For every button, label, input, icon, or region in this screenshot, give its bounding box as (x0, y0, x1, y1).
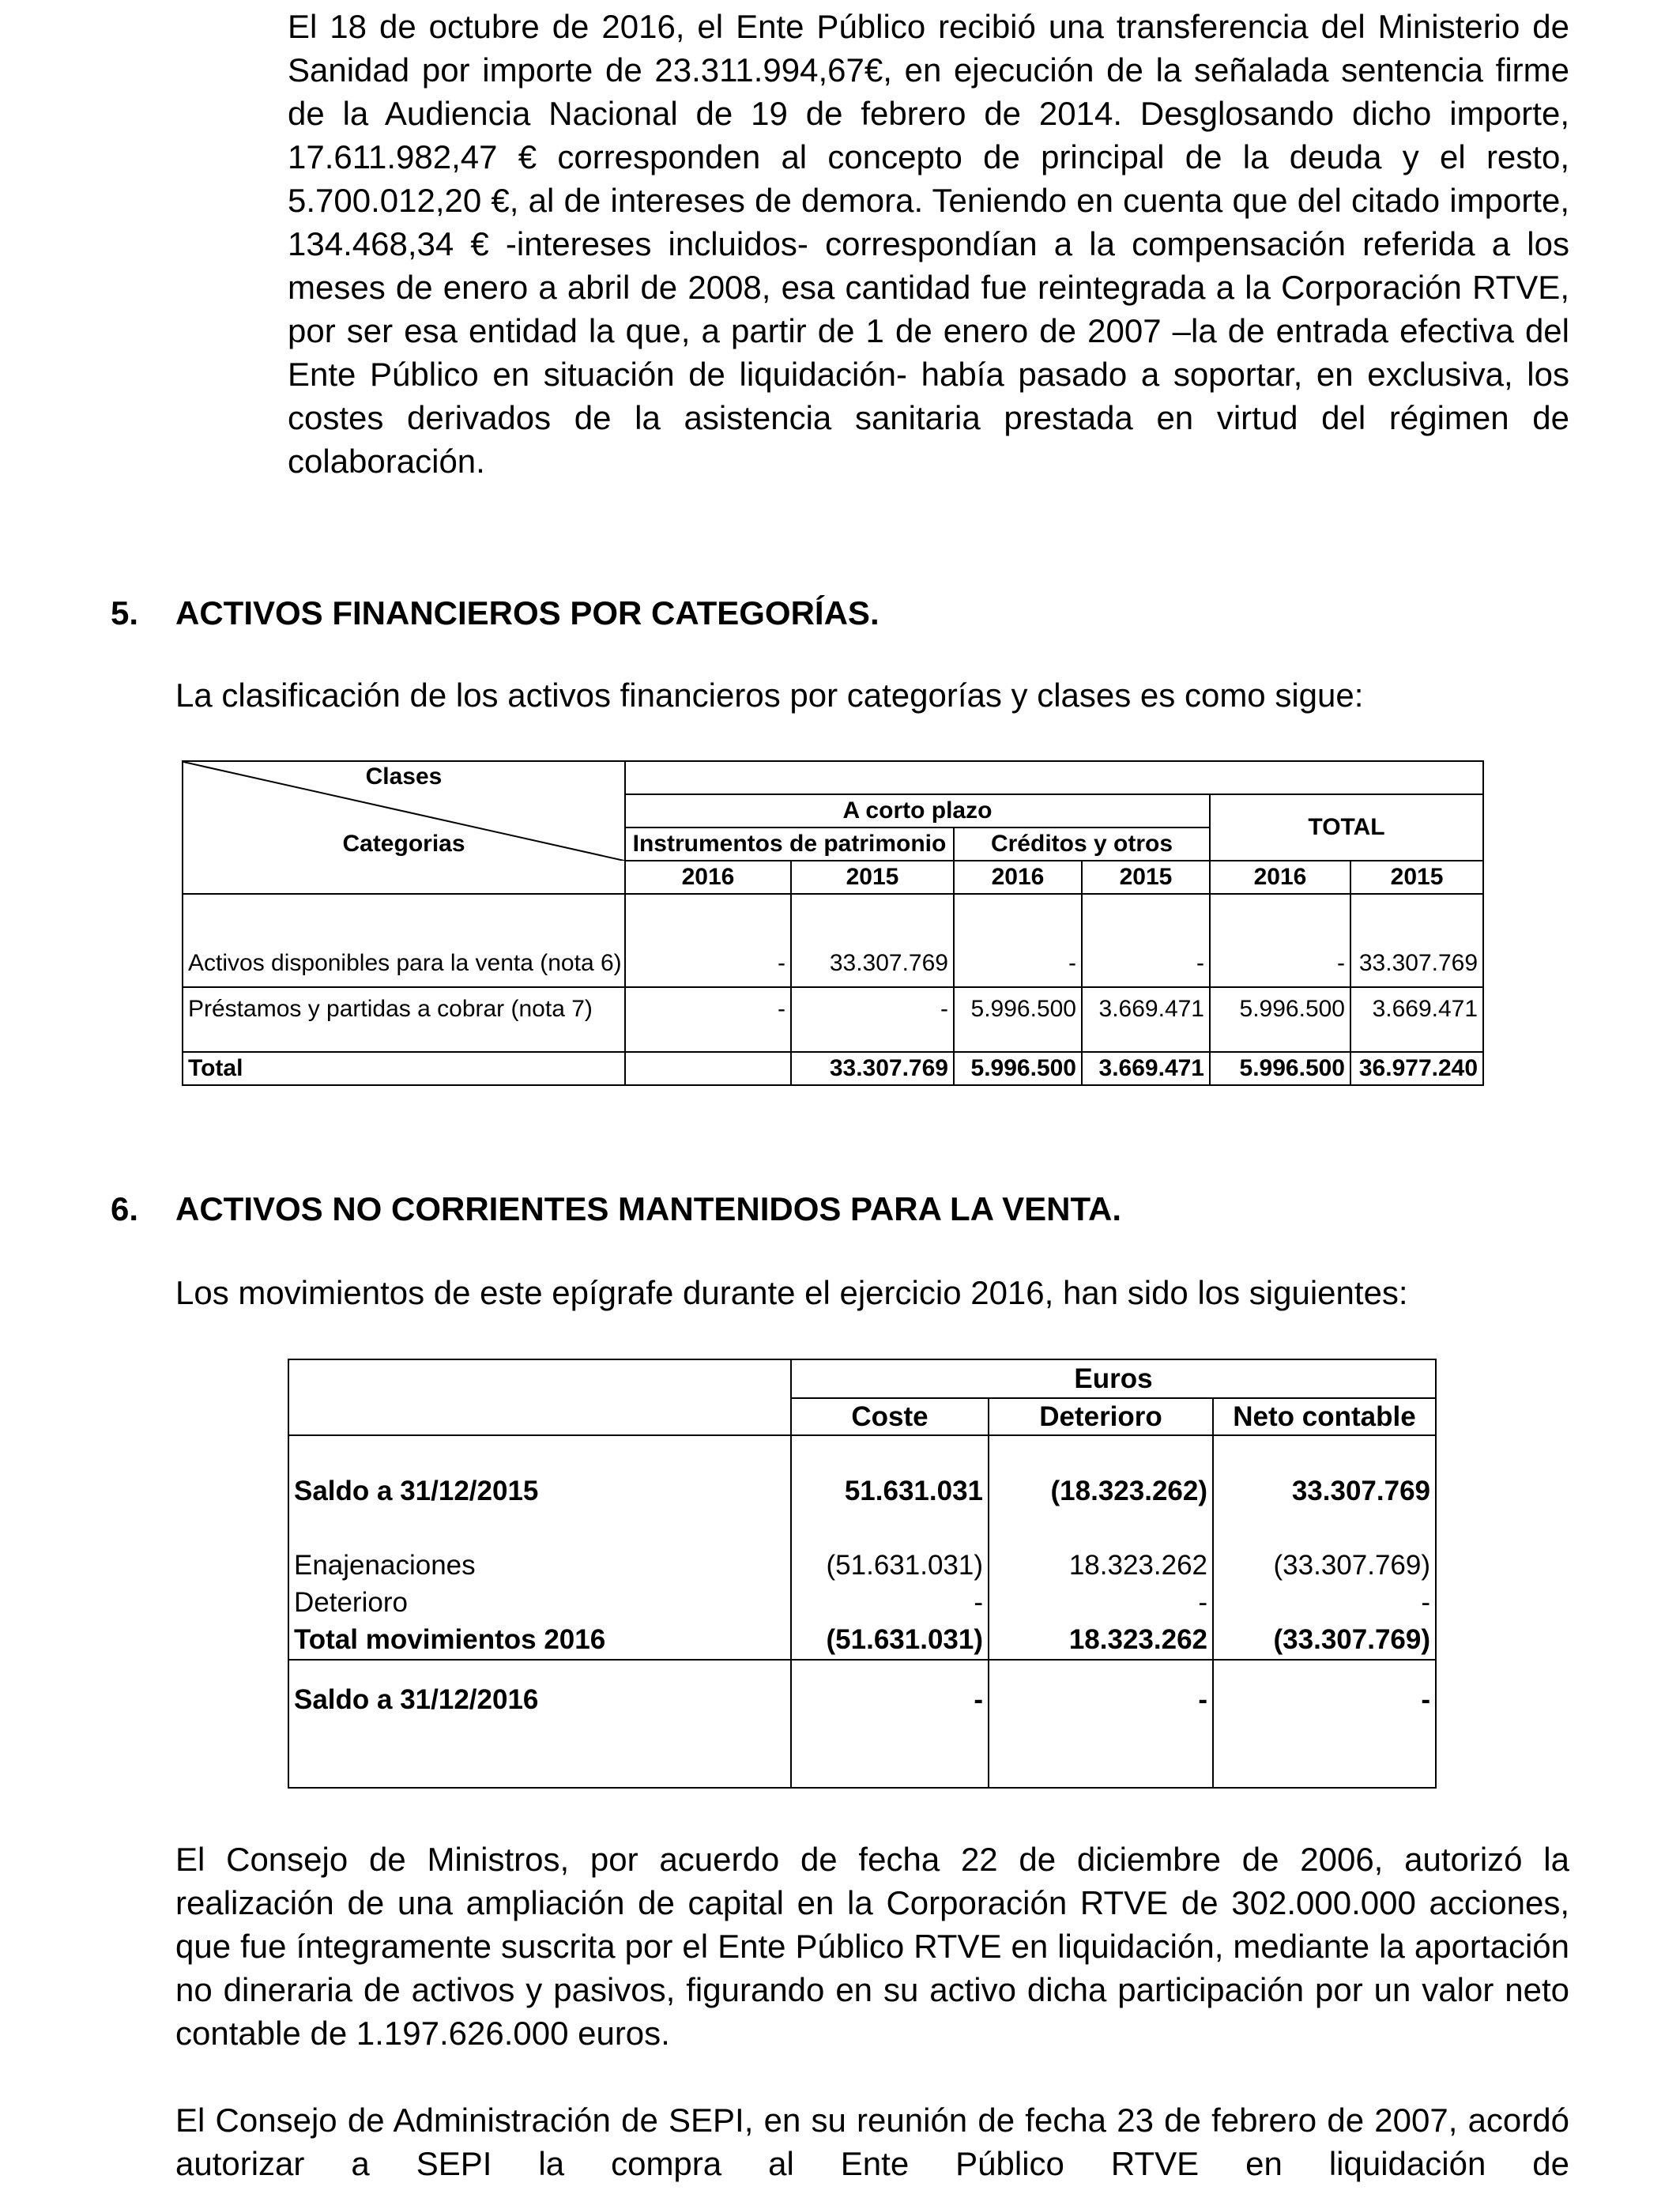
row-value: - (1213, 1585, 1436, 1621)
year-header: 2016 (625, 861, 791, 894)
total-value (625, 1052, 791, 1085)
row-value: 33.307.769 (791, 894, 954, 987)
table-row (183, 987, 1483, 1052)
year-header: 2016 (954, 861, 1082, 894)
row-value: - (954, 894, 1082, 987)
table-row (288, 1547, 1436, 1585)
year-header: 2015 (791, 861, 954, 894)
row-value: (51.631.031) (791, 1621, 989, 1660)
total-value: 3.669.471 (1082, 1052, 1210, 1085)
row-value: (33.307.769) (1213, 1547, 1436, 1585)
total-value: 36.977.240 (1350, 1052, 1483, 1085)
row-value: - (791, 1660, 989, 1788)
row-label: Total movimientos 2016 (288, 1621, 791, 1660)
corner-top-label: Clases (365, 763, 443, 790)
corner-bottom-label: Categorias (342, 831, 465, 857)
row-value: - (1210, 894, 1350, 987)
row-value: (33.307.769) (1213, 1621, 1436, 1660)
row-value: 3.669.471 (1082, 987, 1210, 1052)
row-value: - (625, 894, 791, 987)
section-5-title: ACTIVOS FINANCIEROS POR CATEGORÍAS. (175, 594, 880, 631)
year-header: 2015 (1082, 861, 1210, 894)
row-value: 33.307.769 (1213, 1435, 1436, 1547)
row-label: Enajenaciones (288, 1547, 791, 1585)
table-row (288, 1435, 1436, 1547)
row-value: 5.996.500 (1210, 987, 1350, 1052)
row-label: Saldo a 31/12/2016 (288, 1660, 791, 1788)
non-current-assets-table (288, 1359, 1437, 1789)
header-spacer (625, 761, 1483, 794)
row-value: - (989, 1660, 1213, 1788)
header-credits: Créditos y otros (954, 827, 1210, 861)
paragraph-consejo-ministros: El Consejo de Ministros, por acuerdo de fecha 22 de diciembre de 2006, autorizó la realización de una ampliación de capital en la Corporación RTVE de 302.000.000 acciones, que fue íntegramente suscrita por el Ente Público RTVE en liquidación, mediante la aportación no dineraria de activos y pasivos, figurando en su activo dicha participación por un valor neto contable de 1.197.626.000 euros. (175, 1841, 1569, 2052)
row-label: Deterioro (288, 1585, 791, 1621)
row-label: Saldo a 31/12/2015 (288, 1435, 791, 1547)
row-value: 5.996.500 (954, 987, 1082, 1052)
table-row (288, 1621, 1436, 1660)
section-5-number: 5. (111, 594, 139, 631)
header-neto: Neto contable (1213, 1398, 1436, 1435)
row-value: - (1082, 894, 1210, 987)
row-value: 51.631.031 (791, 1435, 989, 1547)
row-value: - (625, 987, 791, 1052)
paragraph-sentencia: El 18 de octubre de 2016, el Ente Público recibió una transferencia del Ministerio de Sanidad por importe de 23.311.994,67€, en ejecución de la señalada sentencia firme de la Audiencia Nacional de 19 de febrero de 2014. Desglosando dicho importe, 17.611.982,47 € corresponden al concepto de principal de la deuda y el resto, 5.700.012,20 €, al de intereses de demora. Teniendo en cuenta que del citado importe, 134.468,34 € -intereses incluidos- correspondían a la compensación referida a los meses de enero a abril de 2008, esa cantidad fue reintegrada a la Corporación RTVE, por ser esa entidad la que, a partir de 1 de enero de 2007 –la de entrada efectiva del Ente Público en situación de liquidación- había pasado a soportar, en exclusiva, los costes derivados de la asistencia sanitaria prestada en virtud del régimen de colaboración. (288, 8, 1569, 480)
row-value: (51.631.031) (791, 1547, 989, 1585)
row-value: 18.323.262 (989, 1547, 1213, 1585)
corner-cell (183, 761, 625, 861)
table-row (183, 894, 1483, 987)
year-header: 2016 (1210, 861, 1350, 894)
section-5-intro: La clasificación de los activos financieros por categorías y clases es como sigue: (175, 677, 1364, 714)
header-total: TOTAL (1210, 794, 1483, 861)
header-empty (288, 1398, 791, 1435)
total-label: Total (183, 1052, 625, 1085)
paragraph-consejo-sepi: El Consejo de Administración de SEPI, en su reunión de fecha 23 de febrero de 2007, acordó autorizar a SEPI la compra al Ente Público RTVE en liquidación de (175, 2102, 1569, 2182)
row-value: 18.323.262 (989, 1621, 1213, 1660)
row-value: - (989, 1585, 1213, 1621)
financial-assets-table (182, 760, 1484, 1086)
section-6-number: 6. (111, 1190, 139, 1227)
row-label: Préstamos y partidas a cobrar (nota 7) (183, 987, 625, 1052)
header-short-term: A corto plazo (625, 794, 1210, 827)
row-value: 33.307.769 (1350, 894, 1483, 987)
header-empty (288, 1359, 791, 1398)
total-value: 33.307.769 (791, 1052, 954, 1085)
total-row (183, 1052, 1483, 1085)
header-euros: Euros (791, 1359, 1436, 1398)
total-value: 5.996.500 (954, 1052, 1082, 1085)
row-value: 3.669.471 (1350, 987, 1483, 1052)
table-row (288, 1660, 1436, 1788)
row-label: Activos disponibles para la venta (nota 6) (183, 894, 625, 987)
row-value: (18.323.262) (989, 1435, 1213, 1547)
section-6-title: ACTIVOS NO CORRIENTES MANTENIDOS PARA LA VENTA. (175, 1190, 1122, 1227)
header-instruments: Instrumentos de patrimonio (625, 827, 954, 861)
year-row-label (183, 861, 625, 894)
row-value: - (791, 987, 954, 1052)
year-header: 2015 (1350, 861, 1483, 894)
header-coste: Coste (791, 1398, 989, 1435)
table-row (288, 1585, 1436, 1621)
row-value: - (791, 1585, 989, 1621)
header-deterioro: Deterioro (989, 1398, 1213, 1435)
row-value: - (1213, 1660, 1436, 1788)
section-6-intro: Los movimientos de este epígrafe durante el ejercicio 2016, han sido los siguientes: (175, 1274, 1408, 1311)
total-value: 5.996.500 (1210, 1052, 1350, 1085)
